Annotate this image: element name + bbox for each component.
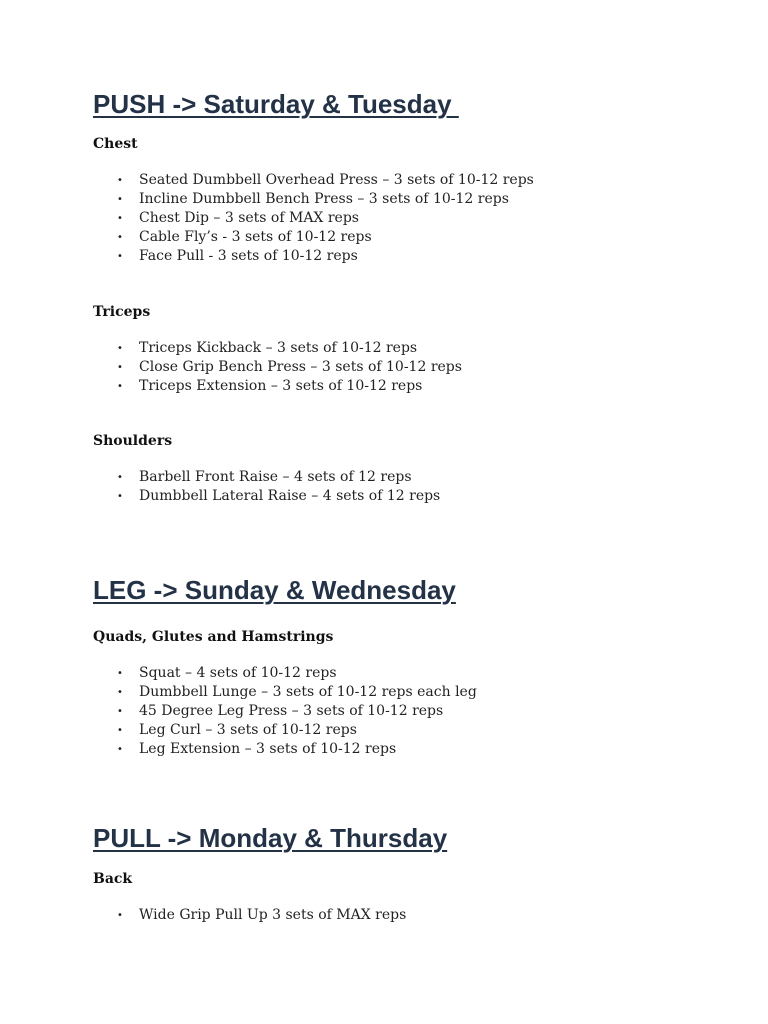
- exercise-text: Seated Dumbbell Overhead Press – 3 sets of 10-12 reps: [139, 172, 534, 188]
- list-item: [93, 247, 534, 266]
- group-heading-chest: Chest: [93, 136, 138, 152]
- bullet-icon: •: [117, 175, 123, 186]
- exercise-list-legs: [93, 664, 477, 759]
- group-heading-triceps: Triceps: [93, 304, 151, 320]
- exercise-list-chest: [93, 171, 534, 266]
- list-item: [93, 171, 534, 190]
- exercise-text: Incline Dumbbell Bench Press – 3 sets of 10-12 reps: [139, 191, 509, 207]
- section-title-leg: LEG -> Sunday & Wednesday: [93, 575, 456, 605]
- list-item: [93, 487, 440, 506]
- bullet-icon: •: [117, 472, 123, 483]
- exercise-text: 45 Degree Leg Press – 3 sets of 10-12 reps: [139, 703, 444, 719]
- list-item: [93, 468, 440, 487]
- list-item: [93, 228, 534, 247]
- bullet-icon: •: [117, 706, 123, 717]
- bullet-icon: •: [117, 687, 123, 698]
- exercise-list-triceps: [93, 339, 462, 396]
- bullet-icon: •: [117, 251, 123, 262]
- exercise-text: Dumbbell Lateral Raise – 4 sets of 12 reps: [139, 488, 441, 504]
- list-item: [93, 721, 477, 740]
- bullet-icon: •: [117, 232, 123, 243]
- list-item: [93, 377, 462, 396]
- bullet-icon: •: [117, 381, 123, 392]
- exercise-list-back: [93, 906, 406, 925]
- bullet-icon: •: [117, 744, 123, 755]
- exercise-text: Face Pull - 3 sets of 10-12 reps: [139, 248, 358, 264]
- group-heading-back: Back: [93, 871, 133, 887]
- bullet-icon: •: [117, 213, 123, 224]
- bullet-icon: •: [117, 362, 123, 373]
- list-item: [93, 339, 462, 358]
- bullet-icon: •: [117, 343, 123, 354]
- list-item: [93, 209, 534, 228]
- bullet-icon: •: [117, 725, 123, 736]
- bullet-icon: •: [117, 910, 123, 921]
- exercise-text: Leg Extension – 3 sets of 10-12 reps: [139, 741, 397, 757]
- exercise-text: Close Grip Bench Press – 3 sets of 10-12 reps: [139, 359, 462, 375]
- exercise-text: Triceps Extension – 3 sets of 10-12 reps: [139, 378, 423, 394]
- exercise-text: Leg Curl – 3 sets of 10-12 reps: [139, 722, 357, 738]
- list-item: [93, 702, 477, 721]
- list-item: [93, 906, 406, 925]
- list-item: [93, 358, 462, 377]
- exercise-text: Squat – 4 sets of 10-12 reps: [139, 665, 337, 681]
- bullet-icon: •: [117, 194, 123, 205]
- list-item: [93, 740, 477, 759]
- exercise-text: Chest Dip – 3 sets of MAX reps: [139, 210, 359, 226]
- group-heading-shoulders: Shoulders: [93, 433, 173, 449]
- exercise-list-shoulders: [93, 468, 440, 506]
- list-item: [93, 664, 477, 683]
- exercise-text: Wide Grip Pull Up 3 sets of MAX reps: [139, 907, 407, 923]
- list-item: [93, 683, 477, 702]
- bullet-icon: •: [117, 668, 123, 679]
- exercise-text: Dumbbell Lunge – 3 sets of 10-12 reps each leg: [139, 684, 477, 700]
- exercise-text: Triceps Kickback – 3 sets of 10-12 reps: [139, 340, 418, 356]
- exercise-text: Barbell Front Raise – 4 sets of 12 reps: [139, 469, 412, 485]
- exercise-text: Cable Fly’s - 3 sets of 10-12 reps: [139, 229, 372, 245]
- section-title-push: PUSH -> Saturday & Tuesday: [93, 89, 459, 119]
- group-heading-quads-glutes-hamstrings: Quads, Glutes and Hamstrings: [93, 629, 334, 645]
- list-item: [93, 190, 534, 209]
- section-title-pull: PULL -> Monday & Thursday: [93, 823, 448, 853]
- bullet-icon: •: [117, 491, 123, 502]
